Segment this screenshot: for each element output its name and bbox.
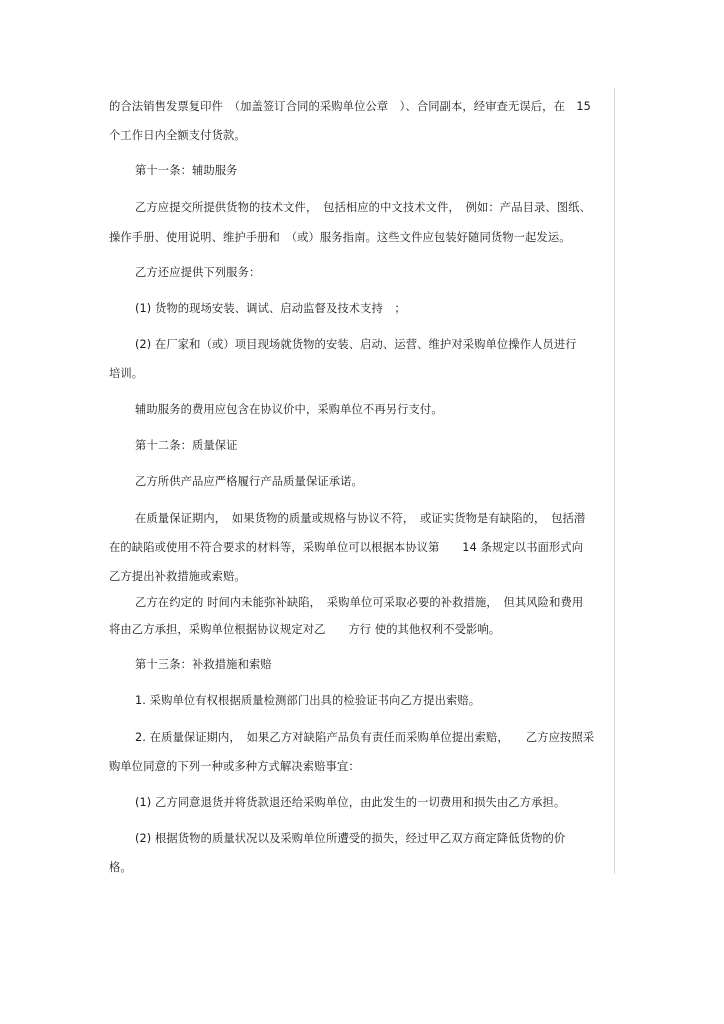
text-line: 辅助服务的费用应包含在协议价中，采购单位不再另行支付。 <box>135 403 443 416</box>
list-item: 2. 在质量保证期内， 如果乙方对缺陷产品负有责任而采购单位提出索赔， 乙方应按照采 <box>135 731 595 744</box>
section-heading: 第十三条：补救措施和索赔 <box>135 658 272 671</box>
text-line: 将由乙方承担，采购单位根据协议规定对乙 方行 使的其他权利不受影响。 <box>109 623 501 636</box>
text-line: 乙方应提交所提供货物的技术文件， 包括相应的中文技术文件， 例如：产品目录、图纸、 <box>135 201 591 214</box>
text-line: 在质量保证期内， 如果货物的质量或规格与协议不符， 或证实货物是有缺陷的， 包括潜 <box>135 512 586 525</box>
list-item: (1) 乙方同意退货并将货款退还给采购单位，由此发生的一切费用和损失由乙方承担。 <box>135 796 566 809</box>
text-line: 乙方提出补救措施或索赔。 <box>109 570 246 583</box>
text-line: 格。 <box>109 861 132 874</box>
list-item: (2) 根据货物的质量状况以及采购单位所遭受的损失，经过甲乙双方商定降低货物的价 <box>135 832 566 845</box>
text-line: 购单位同意的下列一种或多种方式解决索赔事宜： <box>109 760 360 773</box>
section-heading: 第十二条：质量保证 <box>135 439 238 452</box>
page-right-edge <box>614 88 615 874</box>
text-line: 的合法销售发票复印件 （加盖签订合同的采购单位公章 ）、合同副本，经审查无误后，在 15 <box>109 100 591 113</box>
list-item: (2) 在厂家和（或）项目现场就货物的安装、启动、运营、维护对采购单位操作人员进行 <box>135 338 577 351</box>
text-line: 乙方还应提供下列服务： <box>135 266 261 279</box>
section-heading: 第十一条：辅助服务 <box>135 164 238 177</box>
text-line: 操作手册、使用说明、维护手册和 （或）服务指南。这些文件应包装好随同货物一起发运。 <box>109 231 571 244</box>
list-item: (1) 货物的现场安装、调试、启动监督及技术支持 ； <box>135 302 406 315</box>
text-line: 培训。 <box>109 367 144 380</box>
text-line: 乙方在约定的 时间内未能弥补缺陷， 采购单位可采取必要的补救措施， 但其风险和费用 <box>135 596 584 609</box>
list-item: 1. 采购单位有权根据质量检测部门出具的检验证书向乙方提出索赔。 <box>135 694 481 707</box>
text-line: 乙方所供产品应严格履行产品质量保证承诺。 <box>135 475 363 488</box>
text-line: 在的缺陷或使用不符合要求的材料等，采购单位可以根据本协议第 14 条规定以书面形式向 <box>109 541 584 554</box>
text-line: 个工作日内全额支付货款。 <box>109 129 246 142</box>
